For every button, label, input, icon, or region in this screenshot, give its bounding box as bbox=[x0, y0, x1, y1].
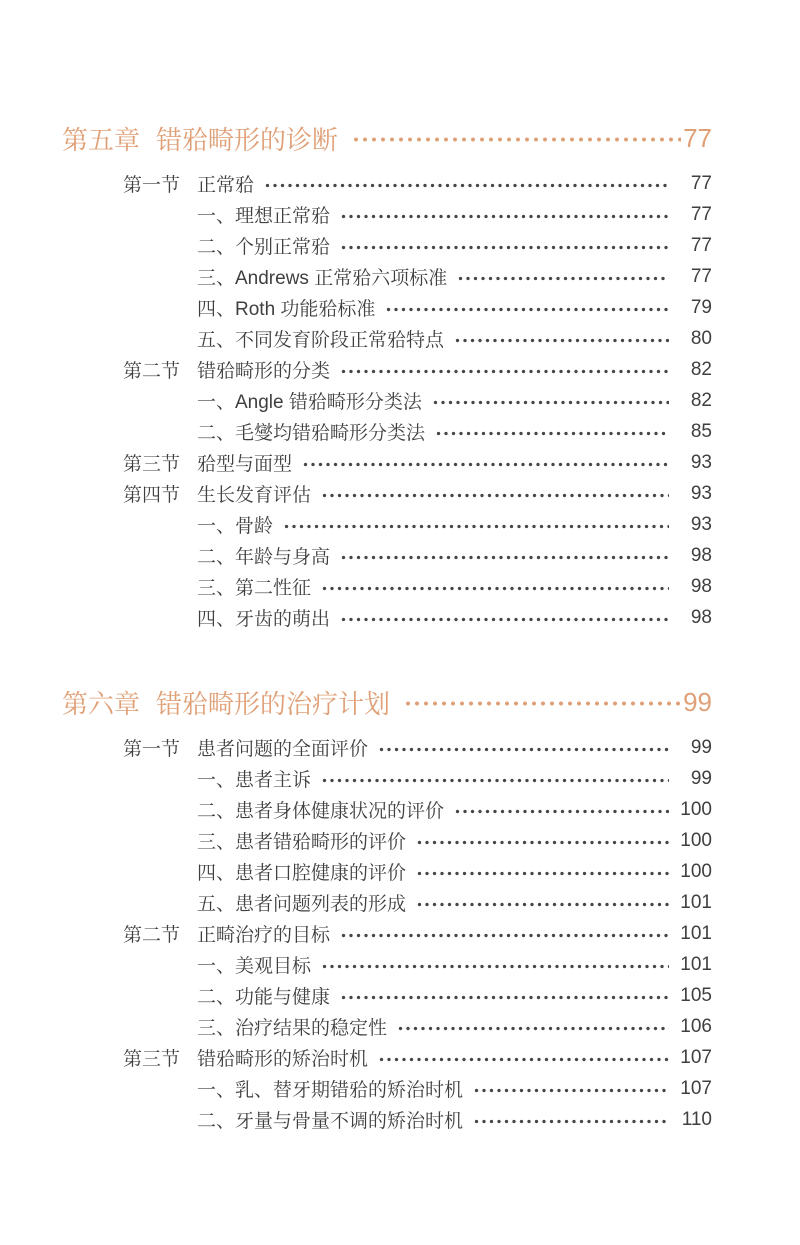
section-number: 第二节 bbox=[123, 925, 181, 946]
dot-leader bbox=[454, 336, 669, 345]
subsection-row bbox=[62, 825, 712, 856]
subsection-row bbox=[62, 199, 712, 230]
subsection-row bbox=[62, 540, 712, 571]
section-title: 生长发育评估 bbox=[197, 485, 312, 506]
section-row bbox=[62, 168, 712, 199]
dot-leader bbox=[321, 584, 669, 593]
subsection-row bbox=[62, 980, 712, 1011]
dot-leader bbox=[321, 491, 669, 500]
item-text: 二、毛燮均错𬌗畸形分类法 bbox=[197, 423, 426, 444]
dot-leader bbox=[340, 931, 669, 940]
section-title: 患者问题的全面评价 bbox=[197, 739, 369, 760]
page-number: 101 bbox=[680, 922, 712, 944]
subsection-row bbox=[62, 509, 712, 540]
page-number: 93 bbox=[690, 482, 712, 504]
dot-leader bbox=[397, 1024, 669, 1033]
dot-leader bbox=[378, 745, 669, 754]
dot-leader bbox=[432, 398, 669, 407]
item-text: 一、理想正常𬌗 bbox=[197, 206, 331, 227]
section-row bbox=[62, 1042, 712, 1073]
subsection-row bbox=[62, 230, 712, 261]
page-number: 101 bbox=[680, 891, 712, 913]
section-title: 错𬌗畸形的分类 bbox=[197, 361, 331, 382]
dot-leader bbox=[473, 1117, 669, 1126]
item-text: 三、第二性征 bbox=[197, 578, 312, 599]
subsection-row bbox=[62, 1073, 712, 1104]
subsection-row bbox=[62, 261, 712, 292]
page-number: 98 bbox=[690, 606, 712, 628]
dot-leader bbox=[416, 900, 669, 909]
dot-leader bbox=[404, 698, 681, 709]
section-title: 𬌗型与面型 bbox=[197, 454, 293, 475]
dot-leader bbox=[340, 993, 669, 1002]
section-number: 第一节 bbox=[123, 175, 181, 196]
dot-leader bbox=[340, 615, 669, 624]
subsection-row bbox=[62, 794, 712, 825]
section-number: 第四节 bbox=[123, 485, 181, 506]
dot-leader bbox=[435, 429, 669, 438]
dot-leader bbox=[352, 134, 681, 145]
dot-leader bbox=[321, 776, 669, 785]
chapter-row bbox=[62, 682, 712, 722]
section-number: 第二节 bbox=[123, 361, 181, 382]
dot-leader bbox=[321, 962, 669, 971]
page-number: 77 bbox=[690, 172, 712, 194]
item-text: 二、牙量与骨量不调的矫治时机 bbox=[197, 1111, 464, 1132]
page-number: 93 bbox=[690, 451, 712, 473]
page-number: 107 bbox=[680, 1077, 712, 1099]
section-number: 第一节 bbox=[123, 739, 181, 760]
item-text: 五、患者问题列表的形成 bbox=[197, 894, 407, 915]
dot-leader bbox=[283, 522, 669, 531]
page-number: 77 bbox=[690, 234, 712, 256]
page-number: 80 bbox=[690, 327, 712, 349]
dot-leader bbox=[340, 243, 669, 252]
dot-leader bbox=[340, 367, 669, 376]
item-text: 二、功能与健康 bbox=[197, 987, 331, 1008]
chapter-title: 错𬌗畸形的诊断 bbox=[156, 124, 339, 155]
item-text: 一、患者主诉 bbox=[197, 770, 312, 791]
dot-leader bbox=[378, 1055, 669, 1064]
section-row bbox=[62, 354, 712, 385]
section-title: 错𬌗畸形的矫治时机 bbox=[197, 1049, 369, 1070]
chapter-row bbox=[62, 118, 712, 158]
page-number: 107 bbox=[680, 1046, 712, 1068]
item-text: 二、年龄与身高 bbox=[197, 547, 331, 568]
item-text: 三、治疗结果的稳定性 bbox=[197, 1018, 388, 1039]
page-number: 98 bbox=[690, 544, 712, 566]
dot-leader bbox=[385, 305, 669, 314]
dot-leader bbox=[264, 181, 669, 190]
page-number: 85 bbox=[690, 420, 712, 442]
chapter-number: 第五章 bbox=[62, 124, 141, 155]
page-number: 105 bbox=[680, 984, 712, 1006]
dot-leader bbox=[340, 553, 669, 562]
subsection-row bbox=[62, 416, 712, 447]
subsection-row bbox=[62, 1104, 712, 1135]
chapter-title: 错𬌗畸形的治疗计划 bbox=[156, 688, 391, 719]
subsection-row bbox=[62, 385, 712, 416]
chapter-page-number: 99 bbox=[683, 686, 712, 717]
page-number: 101 bbox=[680, 953, 712, 975]
subsection-row bbox=[62, 292, 712, 323]
dot-leader bbox=[473, 1086, 669, 1095]
subsection-row bbox=[62, 763, 712, 794]
section-title: 正常𬌗 bbox=[197, 175, 255, 196]
section-number: 第三节 bbox=[123, 1049, 181, 1070]
subsection-row bbox=[62, 856, 712, 887]
item-text: 一、骨龄 bbox=[197, 516, 274, 537]
section-row bbox=[62, 478, 712, 509]
item-text: 四、患者口腔健康的评价 bbox=[197, 863, 407, 884]
page-number: 82 bbox=[690, 358, 712, 380]
subsection-row bbox=[62, 949, 712, 980]
dot-leader bbox=[340, 212, 669, 221]
dot-leader bbox=[302, 460, 669, 469]
section-title: 正畸治疗的目标 bbox=[197, 925, 331, 946]
section-row bbox=[62, 447, 712, 478]
dot-leader bbox=[416, 838, 669, 847]
item-text: 一、乳、替牙期错𬌗的矫治时机 bbox=[197, 1080, 464, 1101]
page-number: 99 bbox=[690, 736, 712, 758]
page-number: 79 bbox=[690, 296, 712, 318]
page-number: 100 bbox=[680, 860, 712, 882]
dot-leader bbox=[454, 807, 669, 816]
page-number: 77 bbox=[690, 265, 712, 287]
page-number: 110 bbox=[681, 1108, 712, 1130]
page-number: 100 bbox=[680, 798, 712, 820]
section-row bbox=[62, 732, 712, 763]
page-number: 99 bbox=[690, 767, 712, 789]
section-row bbox=[62, 918, 712, 949]
subsection-row bbox=[62, 571, 712, 602]
chapter-number: 第六章 bbox=[62, 688, 141, 719]
subsection-row bbox=[62, 887, 712, 918]
subsection-row bbox=[62, 323, 712, 354]
section-number: 第三节 bbox=[123, 454, 181, 475]
page-number: 98 bbox=[690, 575, 712, 597]
item-text: 一、Angle 错𬌗畸形分类法 bbox=[197, 392, 422, 413]
item-text: 四、Roth 功能𬌗标准 bbox=[197, 299, 376, 320]
page-number: 106 bbox=[680, 1015, 712, 1037]
subsection-row bbox=[62, 1011, 712, 1042]
page-number: 93 bbox=[690, 513, 712, 535]
item-text: 一、美观目标 bbox=[197, 956, 312, 977]
dot-leader bbox=[457, 274, 669, 283]
page-number: 77 bbox=[690, 203, 712, 225]
subsection-row bbox=[62, 602, 712, 633]
item-text: 三、患者错𬌗畸形的评价 bbox=[197, 832, 407, 853]
chapter-page-number: 77 bbox=[683, 122, 712, 153]
item-text: 二、患者身体健康状况的评价 bbox=[197, 801, 445, 822]
page-number: 100 bbox=[680, 829, 712, 851]
item-text: 五、不同发育阶段正常𬌗特点 bbox=[197, 330, 445, 351]
dot-leader bbox=[416, 869, 669, 878]
item-text: 三、Andrews 正常𬌗六项标准 bbox=[197, 268, 448, 289]
item-text: 四、牙齿的萌出 bbox=[197, 609, 331, 630]
page-number: 82 bbox=[690, 389, 712, 411]
item-text: 二、个别正常𬌗 bbox=[197, 237, 331, 258]
